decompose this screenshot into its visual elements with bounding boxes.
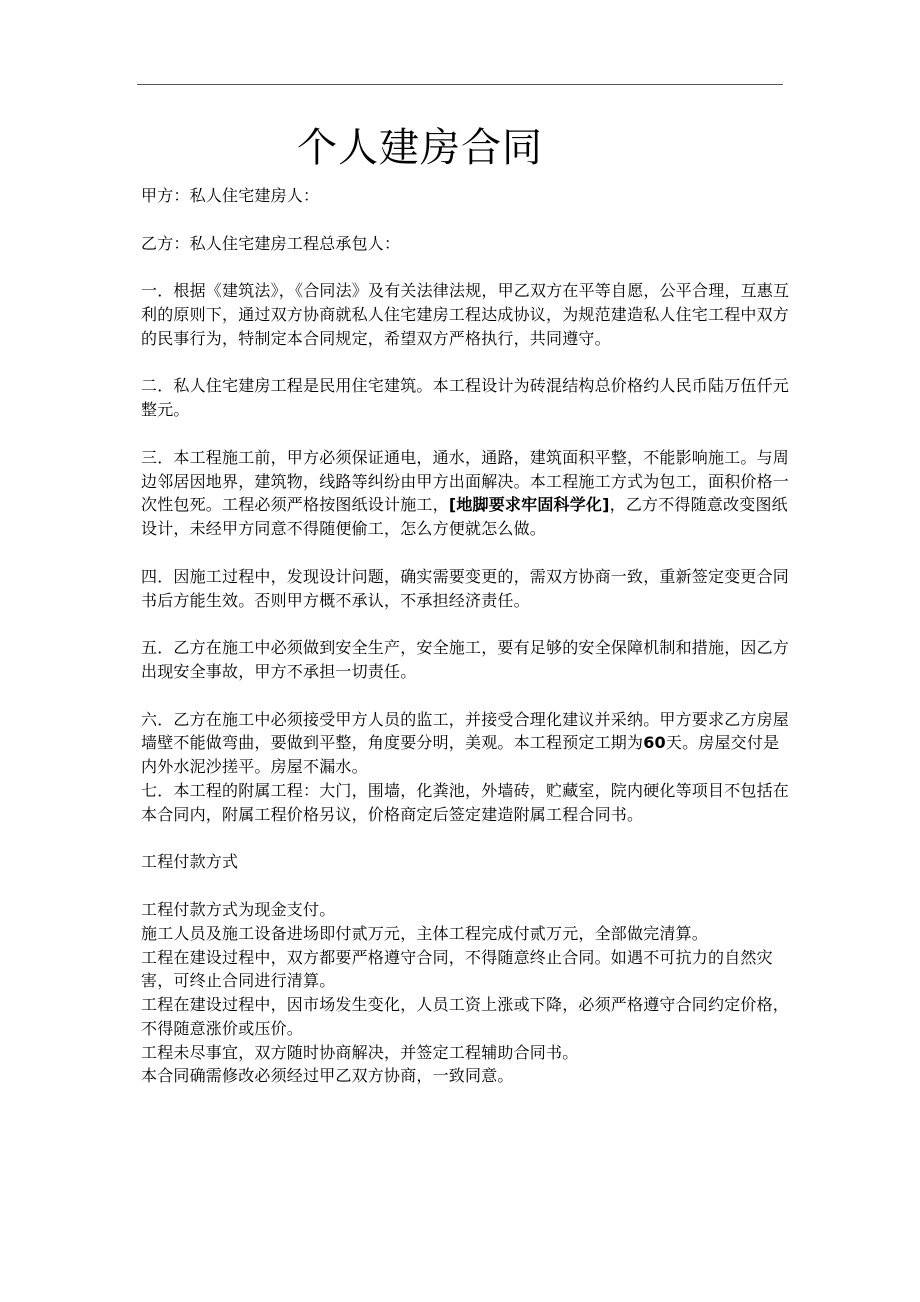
spacer	[141, 612, 791, 636]
header-rule	[137, 84, 783, 85]
spacer	[141, 827, 791, 851]
spacer	[141, 422, 791, 446]
party-b-line: 乙方：私人住宅建房工程总承包人：	[141, 233, 401, 253]
clause-2: 二．私人住宅建房工程是民用住宅建筑。本工程设计为砖混结构总价格约人民币陆万伍仟元整元。	[141, 376, 790, 420]
clause-5: 五．乙方在施工中必须做到安全生产，安全施工，要有足够的安全保障机制和措施，因乙方出现安全事故，甲方不承担一切责任。	[141, 638, 790, 681]
party-a-line: 甲方：私人住宅建房人：	[141, 186, 320, 205]
payment-heading: 工程付款方式	[141, 852, 239, 872]
spacer	[141, 541, 791, 565]
clause-7: 七．本工程的附属工程：大门，围墙，化粪池，外墙砖，贮藏室，院内硬化等项目不包括在本合同内，附属工程价格另议，价格商定后签定建造附属工程合同书。	[141, 780, 790, 824]
document-body	[141, 184, 791, 1088]
spacer	[141, 684, 791, 708]
clause-6	[141, 708, 791, 779]
clause-3	[141, 446, 791, 541]
spacer	[141, 255, 791, 279]
clause-6-text-a: 六．乙方在施工中必须接受甲方人员的监工，并接受合理化建议并采纳。甲方要求乙方房屋墙壁不能做弯曲，要做到平整，角度要分明，美观。本工程预定工期为	[141, 709, 790, 753]
payment-line-2: 施工人员及施工设备进场即付贰万元，主体工程完成付贰万元，全部做完清算。	[141, 923, 709, 943]
payment-line-5: 工程未尽事宜，双方随时协商解决，并签定工程辅助合同书。	[141, 1042, 579, 1062]
payment-line-1: 工程付款方式为现金支付。	[141, 899, 336, 919]
payment-line-4: 工程在建设过程中，因市场发生变化，人员工资上涨或下降，必须严格遵守合同约定价格，不得随意涨价或压价。	[141, 995, 790, 1038]
clause-3-bold-text: [地脚要求牢固科学化]	[448, 495, 610, 515]
spacer	[141, 874, 791, 898]
clause-3-text-a: 三．本工程施工前，甲方必须保证通电，通水，通路，建筑面积平整，不能影响施工。与周边邻居因地界，建筑物，线路等纠纷由甲方出面解决。本工程施工方式为包工，面积价格一次性包死。工程必须严格按图纸设计施工，	[141, 447, 790, 515]
clause-1: 一．根据《建筑法》，《合同法》及有关法律法规，甲乙双方在平等自愿，公平合理，互惠互利的原则下，通过双方协商就私人住宅建房工程达成协议，为规范建造私人住宅工程中双方的民事行为，特制定本合同规定，希望双方严格执行，共同遵守。	[141, 281, 790, 348]
clause-3-text-b: ，乙方不得随意改变图纸设计，未经甲方同意不得随便偷工，怎么方便就怎么做。	[141, 495, 788, 539]
spacer	[141, 208, 791, 232]
clause-6-days: 60	[643, 733, 666, 753]
spacer	[141, 351, 791, 375]
clause-4: 四．因施工过程中，发现设计问题，确实需要变更的，需双方协商一致，重新签定变更合同书后方能生效。否则甲方概不承认，不承担经济责任。	[141, 566, 790, 610]
payment-line-3: 工程在建设过程中，双方都要严格遵守合同，不得随意终止合同。如遇不可抗力的自然灾害，可终止合同进行清算。	[141, 947, 773, 991]
document-title: 个人建房合同	[297, 125, 543, 171]
clause-6-text-b: 天。房屋交付是内外水泥沙搓平。房屋不漏水。	[141, 733, 780, 777]
payment-line-6: 本合同确需修改必须经过甲乙双方协商，一致同意。	[141, 1066, 514, 1086]
